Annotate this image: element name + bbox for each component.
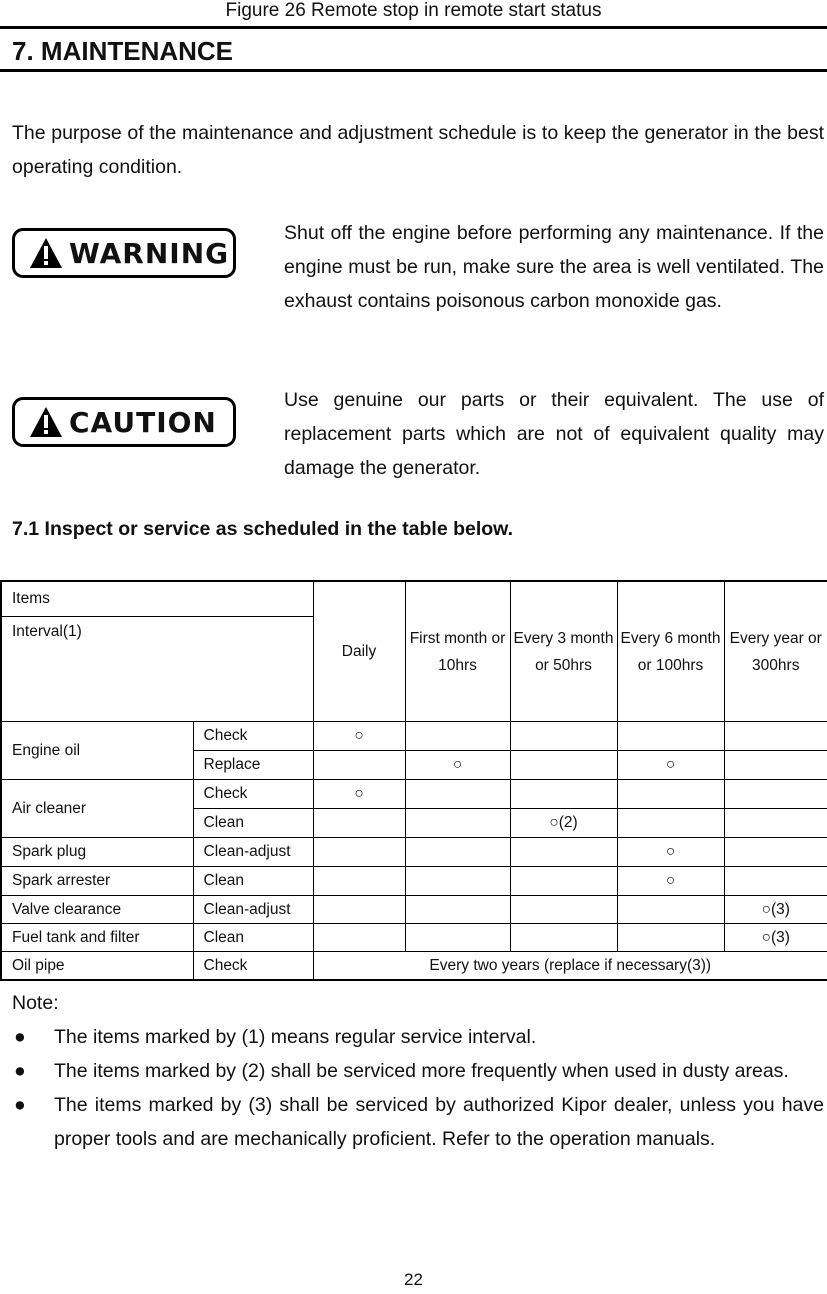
note-text: The items marked by (1) means regular service interval. [54,1026,537,1048]
notes-list [12,1020,824,1156]
action-cell: Check [193,722,313,751]
mark-cell [724,809,827,838]
item-cell: Spark plug [1,838,193,867]
mark-cell [724,780,827,809]
mark-cell: ○(3) [724,896,827,924]
list-item [12,1088,824,1156]
mark-cell [724,751,827,780]
mark-cell [510,838,617,867]
action-cell: Replace [193,751,313,780]
notes-title: Note: [12,992,59,1014]
column-header: First month or 10hrs [405,581,510,722]
section-title-text: 7. MAINTENANCE [12,36,234,66]
mark-cell [405,838,510,867]
interval-header: Interval(1) [1,617,313,722]
section-title [0,26,827,72]
table-row [1,722,827,751]
mark-cell [510,924,617,952]
mark-cell [405,780,510,809]
mark-cell [510,751,617,780]
action-cell: Clean [193,924,313,952]
mark-cell [313,809,405,838]
mark-cell: ○(2) [510,809,617,838]
caution-badge [12,397,236,447]
warning-triangle-icon [29,237,63,269]
mark-cell [405,809,510,838]
list-item [12,1020,824,1054]
bullet-icon: ● [14,1026,26,1048]
mark-cell [510,867,617,896]
mark-cell [617,924,724,952]
schedule-subheading: 7.1 Inspect or service as scheduled in the table below. [12,518,514,540]
notes-section [12,986,824,1156]
item-cell: Fuel tank and filter [1,924,193,952]
warning-text: Shut off the engine before performing any maintenance. If the engine must be run, make sure the area is well ventilated. The exhaust contains poisonous carbon monoxide gas. [284,222,824,312]
mark-cell: ○ [617,867,724,896]
item-cell: Valve clearance [1,896,193,924]
action-cell: Check [193,952,313,981]
mark-cell [617,780,724,809]
caution-label: CAUTION [69,405,217,439]
mark-cell [510,896,617,924]
mark-cell [313,896,405,924]
mark-cell [405,722,510,751]
table-row [1,924,827,952]
column-header: Daily [313,581,405,722]
table-row [1,952,827,981]
action-cell: Clean [193,867,313,896]
mark-cell [510,780,617,809]
mark-cell [405,867,510,896]
table-header-row [1,581,827,617]
caution-text: Use genuine our parts or their equivalent. The use of replacement parts which are not of equivalent quality may damage the generator. [284,389,824,479]
mark-cell [313,838,405,867]
table-row [1,867,827,896]
items-header: Items [1,581,313,617]
item-cell: Engine oil [1,722,193,780]
warning-label: WARNING [69,236,230,270]
mark-cell [724,867,827,896]
column-header: Every year or 300hrs [724,581,827,722]
action-cell: Clean-adjust [193,838,313,867]
mark-cell [313,867,405,896]
figure-caption: Figure 26 Remote stop in remote start status [225,0,602,21]
mark-cell: ○ [617,751,724,780]
mark-cell [724,722,827,751]
table-row [1,896,827,924]
mark-cell: ○ [313,780,405,809]
mark-cell [617,896,724,924]
table-row [1,780,827,809]
action-cell: Clean-adjust [193,896,313,924]
bullet-icon: ● [14,1060,26,1082]
mark-cell [313,924,405,952]
warning-badge [12,228,236,278]
list-item [12,1054,824,1088]
action-cell: Check [193,780,313,809]
mark-cell: ○ [617,838,724,867]
intro-paragraph: The purpose of the maintenance and adjustment schedule is to keep the generator in the best operating condition. [12,122,824,178]
maintenance-schedule-table [0,580,827,981]
page-number: 22 [404,1270,423,1289]
mark-cell [617,722,724,751]
mark-cell [313,751,405,780]
table-row [1,838,827,867]
bullet-icon: ● [14,1094,26,1116]
column-header: Every 3 month or 50hrs [510,581,617,722]
mark-cell [405,896,510,924]
mark-cell [405,924,510,952]
mark-cell [617,809,724,838]
note-text: The items marked by (2) shall be serviced more frequently when used in dusty areas. [54,1060,789,1082]
action-cell: Clean [193,809,313,838]
mark-cell: ○ [313,722,405,751]
item-cell: Oil pipe [1,952,193,981]
span-note-cell: Every two years (replace if necessary(3)) [313,952,827,981]
column-header: Every 6 month or 100hrs [617,581,724,722]
item-cell: Spark arrester [1,867,193,896]
item-cell: Air cleaner [1,780,193,838]
mark-cell [510,722,617,751]
mark-cell: ○(3) [724,924,827,952]
mark-cell: ○ [405,751,510,780]
caution-triangle-icon [29,406,63,438]
mark-cell [724,838,827,867]
note-text: The items marked by (3) shall be serviced by authorized Kipor dealer, unless you have proper tools and are mechanically proficient. Refer to the operation manuals. [54,1094,824,1150]
